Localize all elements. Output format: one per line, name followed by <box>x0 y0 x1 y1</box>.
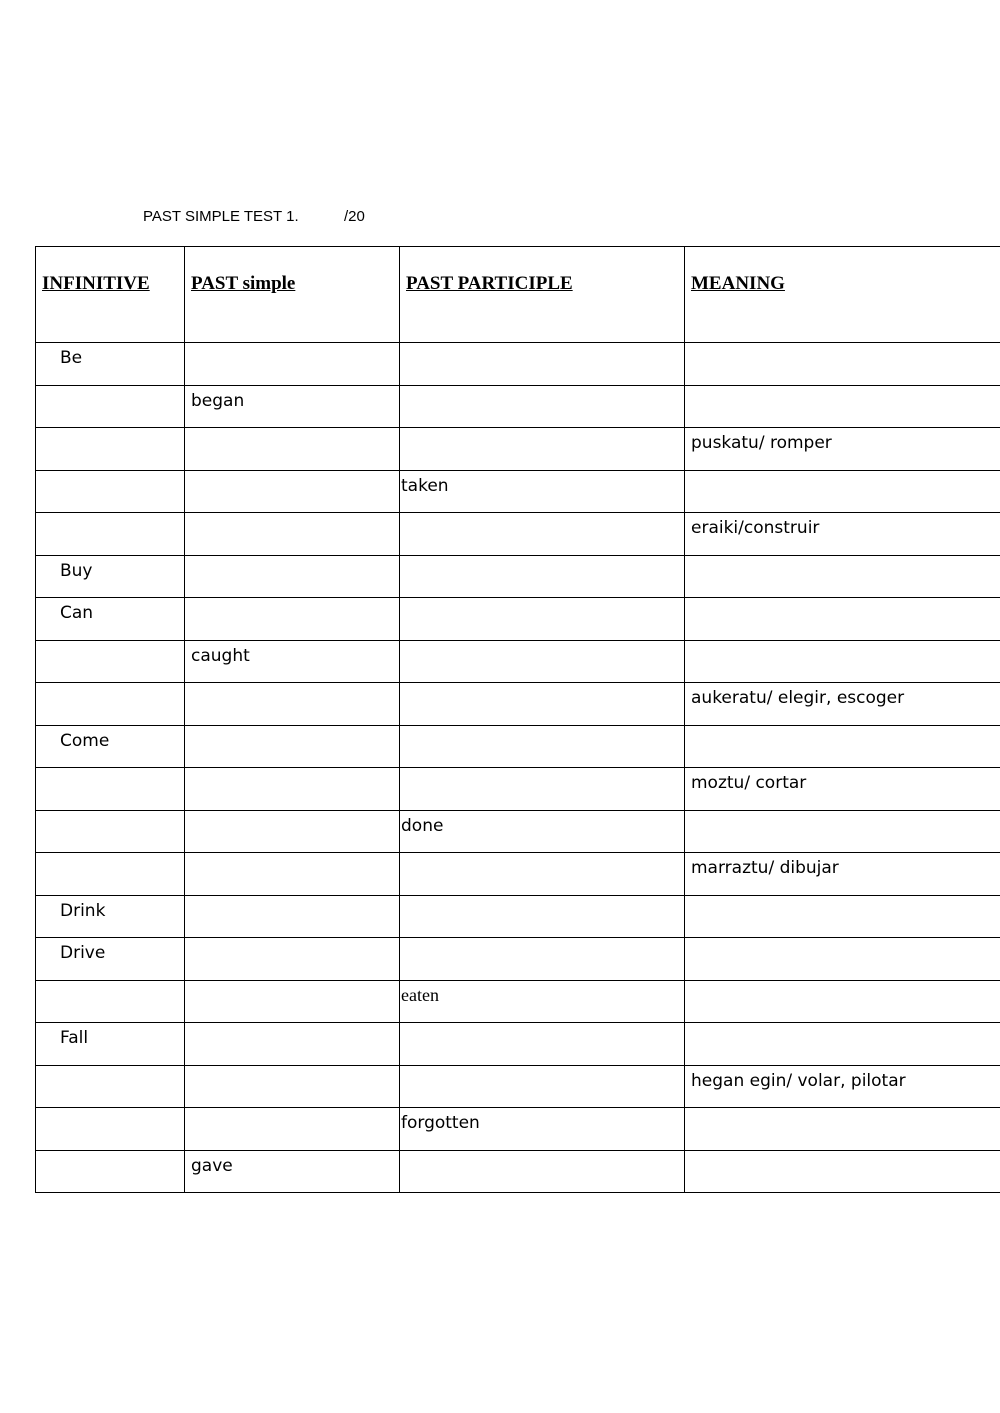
infinitive-cell-text: Fall <box>60 1028 89 1048</box>
table-header-row <box>36 247 1000 343</box>
meaning-cell <box>685 853 1000 896</box>
infinitive-cell-text: Drive <box>60 943 106 963</box>
irregular-verbs-table <box>35 246 1000 1193</box>
table-row <box>36 513 1000 556</box>
past-participle-cell <box>400 810 685 853</box>
past-participle-cell-text <box>400 1151 684 1156</box>
past-simple-cell-text <box>185 598 399 603</box>
past-simple-cell-text <box>185 1066 399 1071</box>
table-row <box>36 980 1000 1023</box>
past-simple-cell-text <box>185 1023 399 1028</box>
header-meaning-label: MEANING <box>691 273 785 294</box>
past-participle-cell-text <box>400 896 684 901</box>
past-participle-cell[interactable] <box>400 385 685 428</box>
meaning-cell-text: hegan egin/ volar, pilotar <box>691 1070 906 1091</box>
table-row <box>36 640 1000 683</box>
table-row <box>36 853 1000 896</box>
meaning-cell-text <box>685 556 1000 561</box>
meaning-cell <box>685 1065 1000 1108</box>
past-simple-cell-text <box>185 683 399 688</box>
meaning-cell[interactable] <box>685 938 1000 981</box>
header-infinitive-label: INFINITIVE <box>42 273 150 294</box>
infinitive-cell-text <box>36 513 184 518</box>
meaning-cell-text <box>685 1108 1000 1113</box>
infinitive-cell-text <box>36 853 184 858</box>
past-participle-cell[interactable] <box>400 598 685 641</box>
infinitive-cell-text <box>36 1108 184 1113</box>
past-simple-cell-text <box>185 513 399 518</box>
past-simple-cell[interactable] <box>185 938 400 981</box>
past-participle-cell <box>400 470 685 513</box>
past-participle-cell-text <box>400 1066 684 1071</box>
meaning-cell[interactable] <box>685 343 1000 386</box>
past-simple-cell[interactable] <box>185 768 400 811</box>
past-participle-cell[interactable] <box>400 1065 685 1108</box>
table-row <box>36 598 1000 641</box>
score-total: /20 <box>344 208 365 225</box>
past-simple-cell <box>185 640 400 683</box>
infinitive-cell-text <box>36 683 184 688</box>
infinitive-cell <box>36 1023 185 1066</box>
meaning-cell-text <box>685 343 1000 348</box>
meaning-cell <box>685 428 1000 471</box>
past-participle-cell-text <box>400 343 684 348</box>
past-simple-cell[interactable] <box>185 1023 400 1066</box>
past-simple-cell-text <box>185 811 399 816</box>
table-row <box>36 938 1000 981</box>
past-participle-cell-text <box>400 598 684 603</box>
past-participle-cell-text <box>400 768 684 773</box>
past-simple-cell <box>185 1150 400 1193</box>
meaning-cell-text <box>685 598 1000 603</box>
past-simple-cell-text <box>185 726 399 731</box>
table-row <box>36 683 1000 726</box>
past-participle-cell-text <box>400 853 684 858</box>
past-participle-cell <box>400 1108 685 1151</box>
infinitive-cell-text <box>36 428 184 433</box>
past-participle-cell-text: forgotten <box>401 1113 480 1133</box>
past-simple-cell[interactable] <box>185 343 400 386</box>
meaning-cell <box>685 683 1000 726</box>
past-simple-cell-text <box>185 428 399 433</box>
meaning-cell-text <box>685 641 1000 646</box>
meaning-cell[interactable] <box>685 640 1000 683</box>
infinitive-cell[interactable] <box>36 1108 185 1151</box>
infinitive-cell[interactable] <box>36 853 185 896</box>
past-simple-cell-text <box>185 343 399 348</box>
test-title: PAST SIMPLE TEST 1. <box>143 208 299 225</box>
past-participle-cell-text <box>400 641 684 646</box>
infinitive-cell[interactable] <box>36 640 185 683</box>
meaning-cell[interactable] <box>685 1108 1000 1151</box>
past-participle-cell <box>400 980 685 1023</box>
infinitive-cell-text <box>36 981 184 986</box>
header-past-participle-label: PAST PARTICIPLE <box>406 273 573 294</box>
past-participle-cell[interactable] <box>400 513 685 556</box>
infinitive-cell <box>36 895 185 938</box>
header-infinitive <box>36 247 185 343</box>
meaning-cell[interactable] <box>685 895 1000 938</box>
past-simple-cell[interactable] <box>185 1065 400 1108</box>
infinitive-cell-text: Drink <box>60 900 106 921</box>
table-body <box>36 343 1000 1193</box>
past-simple-cell-text <box>185 556 399 561</box>
table-row <box>36 555 1000 598</box>
past-simple-cell-text <box>185 471 399 476</box>
infinitive-cell[interactable] <box>36 428 185 471</box>
meaning-cell <box>685 513 1000 556</box>
infinitive-cell[interactable] <box>36 470 185 513</box>
meaning-cell[interactable] <box>685 810 1000 853</box>
table-row <box>36 768 1000 811</box>
past-simple-cell[interactable] <box>185 683 400 726</box>
meaning-cell[interactable] <box>685 555 1000 598</box>
meaning-cell-text <box>685 386 1000 391</box>
past-simple-cell[interactable] <box>185 598 400 641</box>
meaning-cell[interactable] <box>685 598 1000 641</box>
infinitive-cell-text <box>36 1066 184 1071</box>
infinitive-cell[interactable] <box>36 980 185 1023</box>
past-simple-cell-text: caught <box>191 645 250 666</box>
past-participle-cell[interactable] <box>400 768 685 811</box>
past-participle-cell-text: done <box>401 815 444 836</box>
meaning-cell[interactable] <box>685 1150 1000 1193</box>
meaning-cell-text <box>685 981 1000 986</box>
header-past-participle <box>400 247 685 343</box>
table-row <box>36 1108 1000 1151</box>
past-participle-cell-text <box>400 386 684 391</box>
past-simple-cell <box>185 385 400 428</box>
infinitive-cell-text <box>36 641 184 646</box>
infinitive-cell <box>36 725 185 768</box>
header-meaning <box>685 247 1000 343</box>
header-past-simple <box>185 247 400 343</box>
infinitive-cell-text <box>36 768 184 773</box>
past-simple-cell[interactable] <box>185 470 400 513</box>
past-simple-cell-text <box>185 1108 399 1113</box>
past-simple-cell[interactable] <box>185 428 400 471</box>
meaning-cell-text <box>685 811 1000 816</box>
meaning-cell-text: puskatu/ romper <box>691 433 832 453</box>
past-simple-cell-text <box>185 938 399 943</box>
past-participle-cell-text <box>400 683 684 688</box>
meaning-cell-text <box>685 726 1000 731</box>
header-past-simple-label: PAST simple <box>191 273 296 294</box>
past-participle-cell[interactable] <box>400 725 685 768</box>
table-row <box>36 1023 1000 1066</box>
table-row <box>36 385 1000 428</box>
table-row <box>36 895 1000 938</box>
past-participle-cell-text <box>400 726 684 731</box>
meaning-cell-text: eraiki/construir <box>691 518 820 538</box>
past-simple-cell-text <box>185 981 399 986</box>
past-participle-cell[interactable] <box>400 428 685 471</box>
meaning-cell[interactable] <box>685 725 1000 768</box>
infinitive-cell[interactable] <box>36 768 185 811</box>
infinitive-cell <box>36 938 185 981</box>
infinitive-cell-text: Come <box>60 730 110 751</box>
infinitive-cell[interactable] <box>36 1065 185 1108</box>
meaning-cell[interactable] <box>685 980 1000 1023</box>
past-participle-cell[interactable] <box>400 683 685 726</box>
past-simple-cell[interactable] <box>185 1108 400 1151</box>
past-participle-cell-text: eaten <box>401 984 439 1005</box>
infinitive-cell[interactable] <box>36 385 185 428</box>
meaning-cell-text: marraztu/ dibujar <box>691 858 839 878</box>
past-simple-cell[interactable] <box>185 895 400 938</box>
infinitive-cell[interactable] <box>36 683 185 726</box>
past-simple-cell-text <box>185 768 399 773</box>
meaning-cell-text <box>685 1023 1000 1028</box>
past-simple-cell[interactable] <box>185 513 400 556</box>
infinitive-cell-text <box>36 471 184 476</box>
infinitive-cell-text <box>36 1151 184 1156</box>
past-participle-cell[interactable] <box>400 640 685 683</box>
past-simple-cell[interactable] <box>185 853 400 896</box>
past-simple-cell-text: gave <box>191 1155 233 1176</box>
past-participle-cell[interactable] <box>400 895 685 938</box>
infinitive-cell[interactable] <box>36 1150 185 1193</box>
table-row <box>36 1065 1000 1108</box>
past-participle-cell-text <box>400 513 684 518</box>
infinitive-cell-text: Be <box>60 348 83 368</box>
past-participle-cell-text <box>400 428 684 433</box>
past-participle-cell[interactable] <box>400 343 685 386</box>
past-participle-cell-text <box>400 938 684 943</box>
meaning-cell-text <box>685 1151 1000 1156</box>
meaning-cell[interactable] <box>685 385 1000 428</box>
past-simple-cell-text <box>185 853 399 858</box>
test-title-line <box>143 208 365 225</box>
past-participle-cell[interactable] <box>400 1150 685 1193</box>
table-row <box>36 810 1000 853</box>
table-row <box>36 343 1000 386</box>
infinitive-cell <box>36 555 185 598</box>
infinitive-cell-text <box>36 811 184 816</box>
meaning-cell <box>685 768 1000 811</box>
table-row <box>36 470 1000 513</box>
meaning-cell-text: aukeratu/ elegir, escoger <box>691 688 905 708</box>
past-simple-cell[interactable] <box>185 810 400 853</box>
meaning-cell-text: moztu/ cortar <box>691 773 807 793</box>
past-participle-cell[interactable] <box>400 853 685 896</box>
past-simple-cell[interactable] <box>185 980 400 1023</box>
meaning-cell-text <box>685 896 1000 901</box>
infinitive-cell <box>36 343 185 386</box>
past-participle-cell[interactable] <box>400 555 685 598</box>
infinitive-cell-text: Can <box>60 603 94 623</box>
infinitive-cell-text: Buy <box>60 560 93 581</box>
meaning-cell-text <box>685 938 1000 943</box>
past-participle-cell-text <box>400 1023 684 1028</box>
past-participle-cell[interactable] <box>400 938 685 981</box>
table-row <box>36 725 1000 768</box>
past-participle-cell-text: taken <box>401 475 449 496</box>
meaning-cell-text <box>685 471 1000 476</box>
infinitive-cell <box>36 598 185 641</box>
table-row <box>36 428 1000 471</box>
past-simple-cell-text <box>185 896 399 901</box>
past-participle-cell[interactable] <box>400 1023 685 1066</box>
past-simple-cell[interactable] <box>185 555 400 598</box>
infinitive-cell[interactable] <box>36 810 185 853</box>
past-simple-cell[interactable] <box>185 725 400 768</box>
past-participle-cell-text <box>400 556 684 561</box>
past-simple-cell-text: began <box>191 390 245 411</box>
infinitive-cell-text <box>36 386 184 391</box>
meaning-cell[interactable] <box>685 470 1000 513</box>
infinitive-cell[interactable] <box>36 513 185 556</box>
meaning-cell[interactable] <box>685 1023 1000 1066</box>
table-row <box>36 1150 1000 1193</box>
